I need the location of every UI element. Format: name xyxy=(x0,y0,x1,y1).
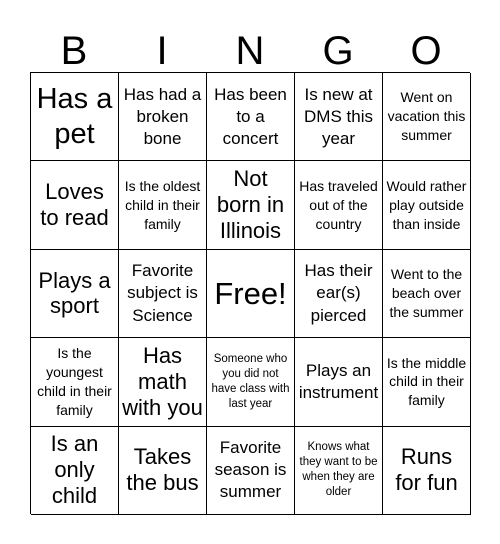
free-space-cell[interactable]: Free! xyxy=(207,250,295,338)
bingo-cell[interactable]: Has traveled out of the country xyxy=(295,161,383,249)
bingo-cell[interactable]: Plays an instrument xyxy=(295,338,383,426)
bingo-header xyxy=(30,28,470,74)
bingo-cell[interactable]: Has been to a concert xyxy=(207,73,295,161)
bingo-cell[interactable]: Not born in Illinois xyxy=(207,161,295,249)
bingo-board xyxy=(30,72,470,514)
bingo-cell[interactable]: Went on vacation this summer xyxy=(383,73,471,161)
bingo-cell[interactable]: Loves to read xyxy=(31,161,119,249)
bingo-cell[interactable]: Someone who you did not have class with last year xyxy=(207,338,295,426)
bingo-cell[interactable]: Plays a sport xyxy=(31,250,119,338)
bingo-cell[interactable]: Runs for fun xyxy=(383,427,471,515)
header-letter-n: N xyxy=(235,29,265,73)
bingo-cell[interactable]: Favorite subject is Science xyxy=(119,250,207,338)
bingo-cell[interactable]: Is new at DMS this year xyxy=(295,73,383,161)
bingo-cell[interactable]: Has had a broken bone xyxy=(119,73,207,161)
bingo-cell[interactable]: Went to the beach over the summer xyxy=(383,250,471,338)
bingo-cell[interactable]: Has a pet xyxy=(31,73,119,161)
header-letter-o: O xyxy=(410,29,442,73)
bingo-cell[interactable]: Is an only child xyxy=(31,427,119,515)
bingo-cell[interactable]: Takes the bus xyxy=(119,427,207,515)
bingo-cell[interactable]: Would rather play outside than inside xyxy=(383,161,471,249)
header-letter-b: B xyxy=(60,29,88,73)
header-letter-i: I xyxy=(156,29,168,73)
bingo-cell[interactable]: Has their ear(s) pierced xyxy=(295,250,383,338)
bingo-cell[interactable]: Is the oldest child in their family xyxy=(119,161,207,249)
header-letter-g: G xyxy=(322,29,354,73)
bingo-cell[interactable]: Is the youngest child in their family xyxy=(31,338,119,426)
bingo-cell[interactable]: Is the middle child in their family xyxy=(383,338,471,426)
bingo-cell[interactable]: Has math with you xyxy=(119,338,207,426)
bingo-cell[interactable]: Favorite season is summer xyxy=(207,427,295,515)
bingo-cell[interactable]: Knows what they want to be when they are older xyxy=(295,427,383,515)
